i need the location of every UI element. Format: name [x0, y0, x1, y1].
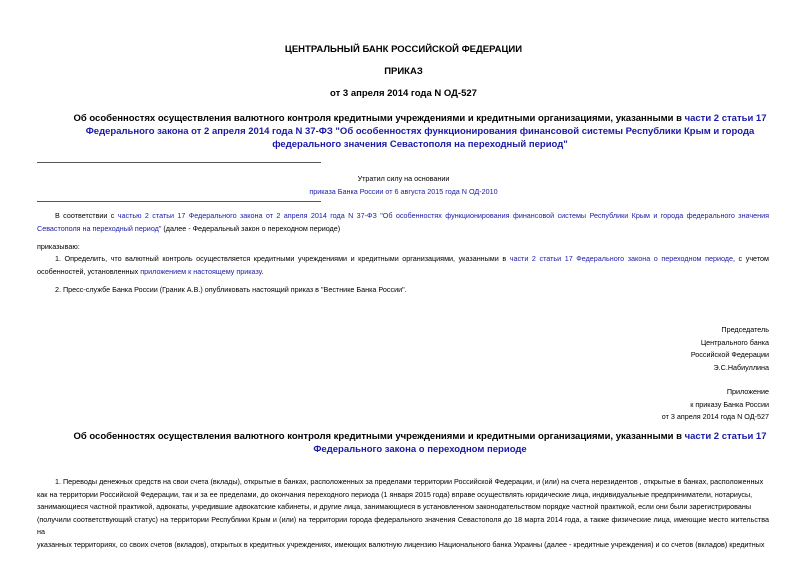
item-1-suffix: . [261, 266, 264, 276]
preamble-text: В соответствии с [55, 211, 118, 220]
body-line-2: как на территории Российской Федерации, так и за ее пределами, до окончания переходного периода (1 января 2015 года) вправе осуществлять юридические лица, индивидуальные предприниматели, нотариусы, [37, 489, 753, 499]
appendix-title [70, 430, 770, 456]
preamble-suffix: (далее - Федеральный закон о переходном периоде) [161, 223, 341, 233]
bank-name: ЦЕНТРАЛЬНЫЙ БАНК РОССИЙСКОЙ ФЕДЕРАЦИИ [284, 44, 523, 55]
appendix-line-3: от 3 апреля 2014 года N ОД-527 [661, 412, 769, 421]
order-title [70, 112, 770, 151]
item-1-middle: , с учетом особенностей, установленных [37, 254, 769, 276]
signature-block [691, 324, 769, 374]
preamble [37, 210, 769, 235]
order-word: приказываю: [37, 242, 80, 251]
appendix-line-2: к приказу Банка России [690, 399, 769, 409]
divider-bottom [37, 201, 321, 202]
body-line-5: указанных территориях, со своих счетов (вкладов), открытых в кредитных учреждениях, имеющих валютную лицензию Национального банка Украины (далее - кредитные учреждения) и со счетов (вкладов) кредитных [37, 539, 765, 549]
doc-type: ПРИКАЗ [384, 66, 423, 77]
body-line-3: занимающиеся частной практикой, адвокаты, учредившие адвокатские кабинеты, и другие лица, занимающиеся в установленном законодательством порядке частной практикой, если они были зарегистрированы [37, 502, 752, 511]
signature-line-2: Центрального банка [700, 337, 769, 347]
item-1-appendix-link[interactable]: приложением к настоящему приказу [140, 266, 262, 276]
order-title-text: Об особенностях осуществления валютного контроля кредитными учреждениями и кредитными организациями, указанными в [73, 113, 685, 124]
appendix-title-law-link[interactable]: части 2 статьи 17 Федерального закона о переходном периоде [313, 431, 767, 455]
signature-line-1: Председатель [721, 325, 769, 334]
body-paragraph [37, 476, 769, 551]
item-1-law-link[interactable]: части 2 статьи 17 Федерального закона о переходном периоде [509, 254, 733, 263]
appendix-block [662, 386, 769, 424]
item-2: 2. Пресс-службе Банка России (Граник А.В.) опубликовать настоящий приказ в "Вестнике Банка России". [55, 285, 407, 294]
body-line-4: (получили соответствующий статус) на территории Республики Крым и (или) на территории города федерального значения Севастополя до 18 марта 2014 года, а также физические лица, имеющие место жительства на [37, 514, 769, 536]
body-line-1: 1. Переводы денежных средств на свои счета (вклады), открытые в банках, расположенных за пределами территории Российской Федерации, и (или) на счета нерезидентов , открытые в банках, расположенных [55, 477, 764, 486]
appendix-line-1: Приложение [726, 387, 769, 396]
appendix-title-text: Об особенностях осуществления валютного контроля кредитными учреждениями и кредитными организациями, указанными в [73, 431, 685, 442]
status-note [0, 173, 807, 198]
signature-name: Э.С.Набиуллина [713, 362, 769, 372]
doc-date-number: от 3 апреля 2014 года N ОД-527 [330, 88, 477, 99]
order-title-law-link[interactable]: части 2 статьи 17 Федерального закона от 2 апреля 2014 года N 37-ФЗ "Об особенностях функционирования финансовой системы Республики Крым и города федерального значения Севастополя на переходный период" [85, 113, 767, 150]
divider-top [37, 162, 321, 163]
preamble-law-link[interactable]: частью 2 статьи 17 Федерального закона от 2 апреля 2014 года N 37-ФЗ "Об особенностях функционирования финансовой системы Республики Крым и города федерального значения Севастополя на переходный период" [37, 211, 769, 233]
item-1 [37, 253, 769, 278]
signature-line-3: Российской Федерации [690, 350, 769, 359]
item-1-text: 1. Определить, что валютный контроль осуществляется кредитными учреждениями и кредитными организациями, указанными в [55, 254, 510, 263]
status-repeal-link[interactable]: приказа Банка России от 6 августа 2015 года N ОД-2010 [309, 186, 498, 196]
status-line: Утратил силу на основании [357, 174, 450, 183]
